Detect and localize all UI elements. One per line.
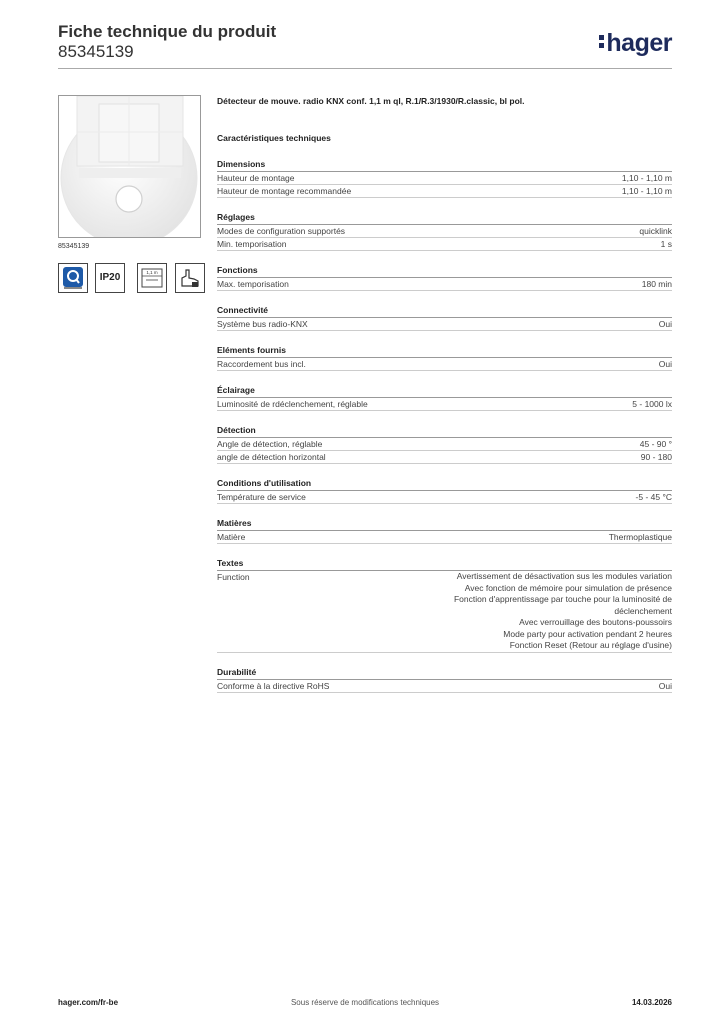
group-functions bbox=[217, 264, 672, 291]
group-title: Durabilité bbox=[217, 666, 672, 680]
spec-row: Function Avertissement de désactivation sus les modules variation Avec fonction de mémoire pour simulation de présence Fonction d'apprentissage par touche pour la luminosité de déclenchement Avec verrouillage des boutons-poussoirs Mode party pour activation pendant 2 heures Fonction Reset (Retour au réglage d'usine) bbox=[217, 571, 672, 653]
group-title: Dimensions bbox=[217, 158, 672, 172]
group-lighting bbox=[217, 384, 672, 411]
svg-text:1,1 m: 1,1 m bbox=[146, 270, 158, 275]
group-title: Fonctions bbox=[217, 264, 672, 278]
document-date: 14.03.2026 bbox=[631, 998, 672, 1007]
header-divider bbox=[58, 68, 672, 69]
quicklink-icon bbox=[58, 263, 88, 293]
product-reference: 85345139 bbox=[58, 42, 134, 61]
group-title: Conditions d'utilisation bbox=[217, 477, 672, 491]
spec-row: Hauteur de montage 1,10 - 1,10 m bbox=[217, 173, 672, 183]
spec-row: Température de service -5 - 45 °C bbox=[217, 492, 672, 502]
spec-row: Matière Thermoplastique bbox=[217, 532, 672, 542]
group-title: Éclairage bbox=[217, 384, 672, 398]
spec-row: Hauteur de montage recommandée 1,10 - 1,10 m bbox=[217, 186, 672, 196]
page-header bbox=[58, 22, 672, 66]
group-supplied-items bbox=[217, 344, 672, 371]
website-link[interactable]: hager.com/fr-be bbox=[58, 998, 119, 1007]
spec-row: Min. temporisation 1 s bbox=[217, 239, 672, 249]
group-texts bbox=[217, 557, 672, 653]
group-title: Détection bbox=[217, 424, 672, 438]
ip20-icon: IP20 bbox=[95, 263, 125, 293]
product-image bbox=[58, 95, 201, 238]
disclaimer: Sous réserve de modifications techniques bbox=[290, 998, 440, 1007]
logo-colon-icon bbox=[599, 31, 604, 51]
group-dimensions bbox=[217, 158, 672, 198]
spec-row: Angle de détection, réglable 45 - 90 ° bbox=[217, 439, 672, 449]
page-title: Fiche technique du produit bbox=[58, 22, 277, 41]
image-caption: 85345139 bbox=[58, 243, 90, 250]
group-title: Textes bbox=[217, 557, 672, 571]
spec-row: Raccordement bus incl. Oui bbox=[217, 359, 672, 369]
section-title: Caractéristiques techniques bbox=[217, 133, 331, 143]
group-durability bbox=[217, 666, 672, 693]
spec-row: Conforme à la directive RoHS Oui bbox=[217, 680, 672, 691]
spec-row: Luminosité de rdéclenchement, réglable 5 - 1000 lx bbox=[217, 399, 672, 409]
group-materials bbox=[217, 517, 672, 544]
hand-touch-icon bbox=[175, 263, 205, 293]
group-connectivity bbox=[217, 304, 672, 331]
spec-row: Max. temporisation 180 min bbox=[217, 279, 672, 289]
motion-detector-icon bbox=[59, 96, 200, 237]
product-name: Détecteur de mouve. radio KNX conf. 1,1 m ql, R.1/R.3/1930/R.classic, bl pol. bbox=[217, 96, 525, 106]
datasheet-content bbox=[217, 95, 672, 706]
spec-row: Système bus radio-KNX Oui bbox=[217, 319, 672, 329]
group-title: Matières bbox=[217, 517, 672, 531]
group-title: Réglages bbox=[217, 211, 672, 225]
spec-row: angle de détection horizontal 90 - 180 bbox=[217, 452, 672, 462]
hager-logo: hager bbox=[599, 29, 672, 58]
group-settings bbox=[217, 211, 672, 251]
group-operating-conditions bbox=[217, 477, 672, 504]
feature-icons bbox=[58, 263, 208, 295]
group-title: Eléments fournis bbox=[217, 344, 672, 358]
group-title: Connectivité bbox=[217, 304, 672, 318]
mounting-height-icon bbox=[137, 263, 167, 293]
group-detection bbox=[217, 424, 672, 464]
spec-row: Modes de configuration supportés quicklink bbox=[217, 226, 672, 236]
page-footer bbox=[58, 998, 672, 1010]
